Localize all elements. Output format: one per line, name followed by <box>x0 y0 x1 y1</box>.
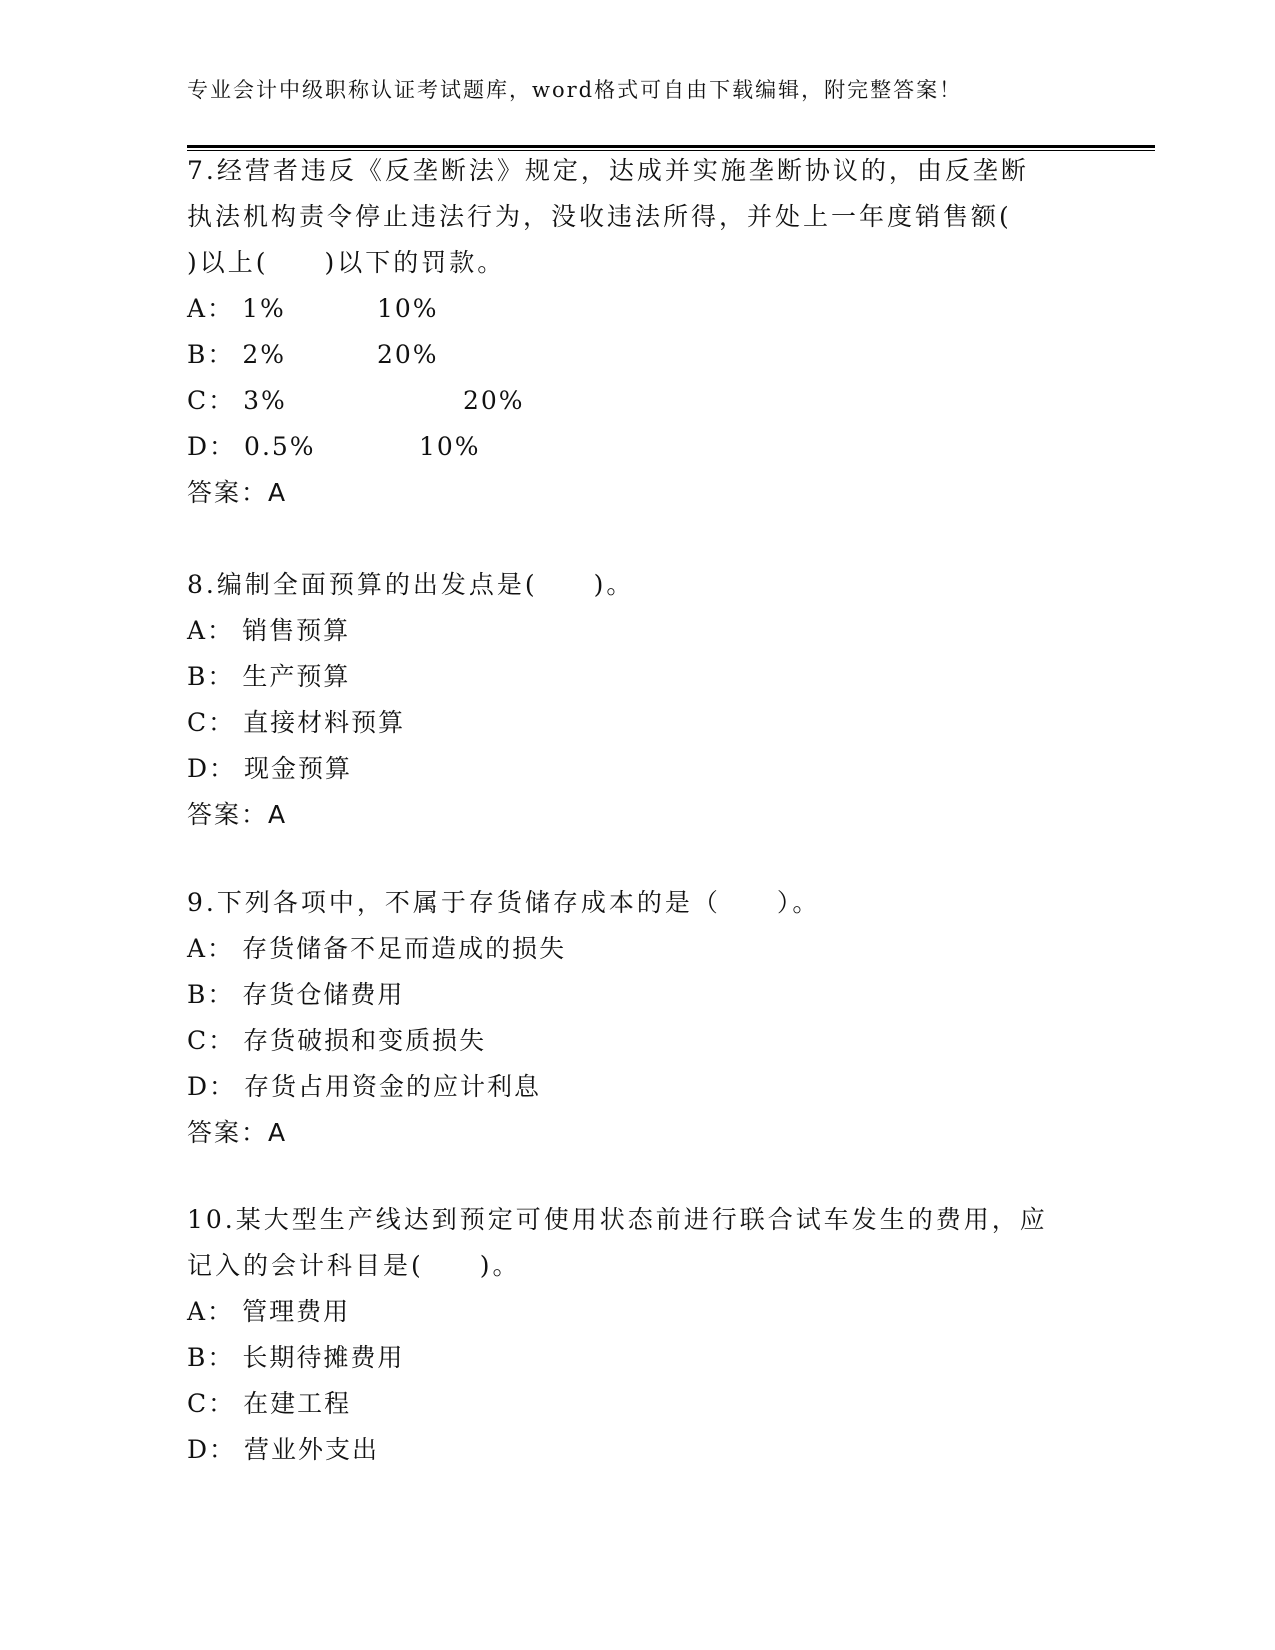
option-key: D： <box>187 1072 237 1101</box>
question-stem-line: 10.某大型生产线达到预定可使用状态前进行联合试车发生的费用，应 <box>187 1205 1048 1234</box>
option-d <box>187 746 1087 792</box>
option-text: 营业外支出 <box>244 1435 380 1464</box>
page-header: 专业会计中级职称认证考试题库，word格式可自由下载编辑，附完整答案！ <box>187 78 963 102</box>
option-text: 2% <box>242 340 287 369</box>
option-text: 存货破损和变质损失 <box>243 1026 487 1055</box>
option-text: 销售预算 <box>242 616 351 645</box>
option-text-secondary: 10% <box>419 432 481 461</box>
option-text: 直接材料预算 <box>243 708 406 737</box>
question-stem-line: )以上( )以下的罚款。 <box>187 248 506 277</box>
option-key: A： <box>187 616 235 645</box>
option-text: 存货仓储费用 <box>242 980 405 1009</box>
option-key: A： <box>187 934 235 963</box>
option-d <box>187 1427 1087 1473</box>
option-text-secondary: 20% <box>463 386 525 415</box>
option-c <box>187 1381 1087 1427</box>
option-key: C： <box>187 1389 236 1418</box>
question-9 <box>187 880 1087 1156</box>
option-a <box>187 926 1087 972</box>
question-10 <box>187 1197 1087 1473</box>
question-stem-line: 9.下列各项中，不属于存货储存成本的是（ ）。 <box>187 888 821 917</box>
option-text: 存货储备不足而造成的损失 <box>242 934 567 963</box>
option-d <box>187 424 1087 470</box>
option-b <box>187 654 1087 700</box>
option-text: 1% <box>242 294 286 323</box>
option-c <box>187 378 1087 424</box>
option-text: 0.5% <box>244 432 316 461</box>
option-a <box>187 1289 1087 1335</box>
option-d <box>187 1064 1087 1110</box>
answer-line: 答案：A <box>187 1118 288 1147</box>
option-key: A： <box>187 1297 235 1326</box>
option-key: B： <box>187 340 235 369</box>
option-c <box>187 700 1087 746</box>
option-b <box>187 332 1087 378</box>
option-key: A： <box>187 294 235 323</box>
option-text: 存货占用资金的应计利息 <box>244 1072 542 1101</box>
option-text-secondary: 20% <box>377 340 439 369</box>
option-key: B： <box>187 1343 235 1372</box>
option-key: D： <box>187 1435 237 1464</box>
option-key: C： <box>187 708 236 737</box>
option-key: B： <box>187 662 235 691</box>
option-text: 长期待摊费用 <box>242 1343 405 1372</box>
question-stem-line: 8.编制全面预算的出发点是( )。 <box>187 570 635 599</box>
option-text: 现金预算 <box>244 754 353 783</box>
question-7 <box>187 148 1087 516</box>
option-b <box>187 1335 1087 1381</box>
option-b <box>187 972 1087 1018</box>
answer-line: 答案：A <box>187 478 288 507</box>
question-stem-line: 7.经营者违反《反垄断法》规定，达成并实施垄断协议的，由反垄断 <box>187 156 1029 185</box>
option-key: D： <box>187 754 237 783</box>
option-key: B： <box>187 980 235 1009</box>
question-stem-line: 记入的会计科目是( )。 <box>187 1251 521 1280</box>
question-8 <box>187 562 1087 838</box>
option-c <box>187 1018 1087 1064</box>
option-a <box>187 286 1087 332</box>
option-key: C： <box>187 386 236 415</box>
option-text-secondary: 10% <box>377 294 439 323</box>
option-key: D： <box>187 432 237 461</box>
option-text: 3% <box>243 386 287 415</box>
option-text: 生产预算 <box>242 662 351 691</box>
option-text: 在建工程 <box>243 1389 352 1418</box>
option-a <box>187 608 1087 654</box>
answer-line: 答案：A <box>187 800 288 829</box>
question-stem-line: 执法机构责令停止违法行为，没收违法所得，并处上一年度销售额( <box>187 202 1012 231</box>
option-key: C： <box>187 1026 236 1055</box>
option-text: 管理费用 <box>242 1297 351 1326</box>
